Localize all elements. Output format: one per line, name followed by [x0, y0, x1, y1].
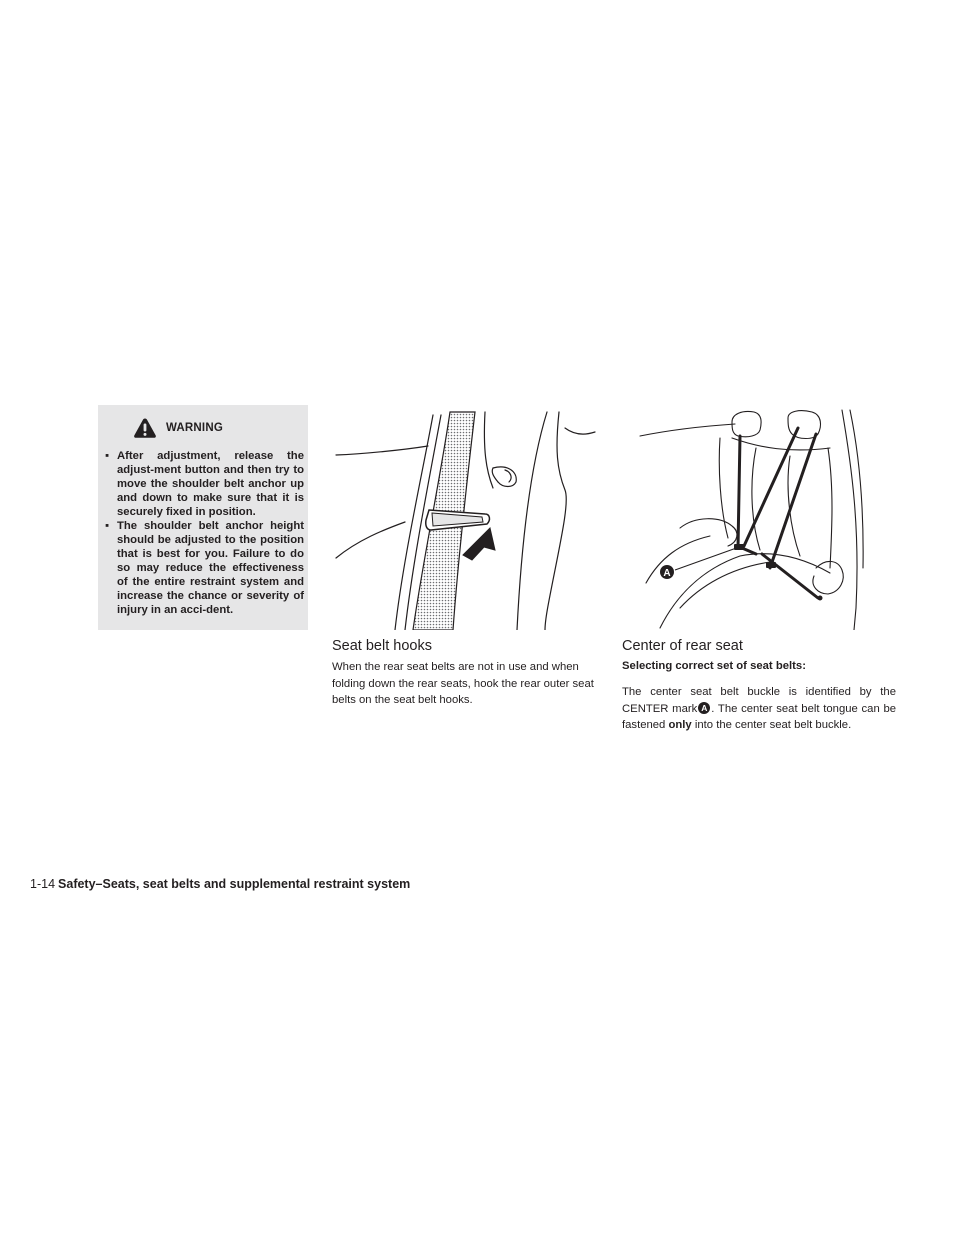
section-title-center-rear-seat: Center of rear seat [622, 638, 743, 654]
warning-item: ▪ After adjustment, release the adjust-ment button and then try to move the shoulder belt anchor up and down to make sure that it is securely fixed in position. [105, 450, 304, 518]
section-title-seat-belt-hooks: Seat belt hooks [332, 638, 432, 654]
footer-section-title: Safety–Seats, seat belts and supplemental restraint system [58, 877, 411, 891]
warning-title: WARNING [166, 422, 223, 434]
page-number: 1-14 [30, 877, 56, 891]
emphasis-only: only [668, 719, 692, 731]
warning-header [98, 415, 308, 449]
center-rear-seat-body: The center seat belt buckle is identified by the CENTER mark A . The center seat belt tongue can be fastened only into the center seat belt buckle. [622, 686, 897, 731]
page-footer [30, 877, 410, 891]
center-rear-seat-illustration [620, 408, 864, 630]
bullet-icon: ▪ [105, 450, 110, 462]
callout-a-icon: A [698, 702, 710, 714]
warning-item: ▪ The shoulder belt anchor height should be adjusted to the position that is best for you. Failure to do so may reduce the effectiveness of the entire restraint system and increase the chance or severity of injury in an acci-dent. [105, 520, 304, 616]
warning-box [98, 405, 308, 630]
seat-belt-hook-illustration [333, 410, 606, 630]
bullet-icon: ▪ [105, 520, 110, 532]
center-rear-seat-subtitle: Selecting correct set of seat belts: [622, 660, 806, 672]
warning-list [102, 449, 304, 617]
seat-belt-hooks-body: When the rear seat belts are not in use and when folding down the rear seats, hook the rear outer seat belts on the seat belt hooks. [332, 661, 594, 706]
callout-a-label: A [663, 568, 671, 579]
warning-triangle-icon [133, 417, 157, 439]
